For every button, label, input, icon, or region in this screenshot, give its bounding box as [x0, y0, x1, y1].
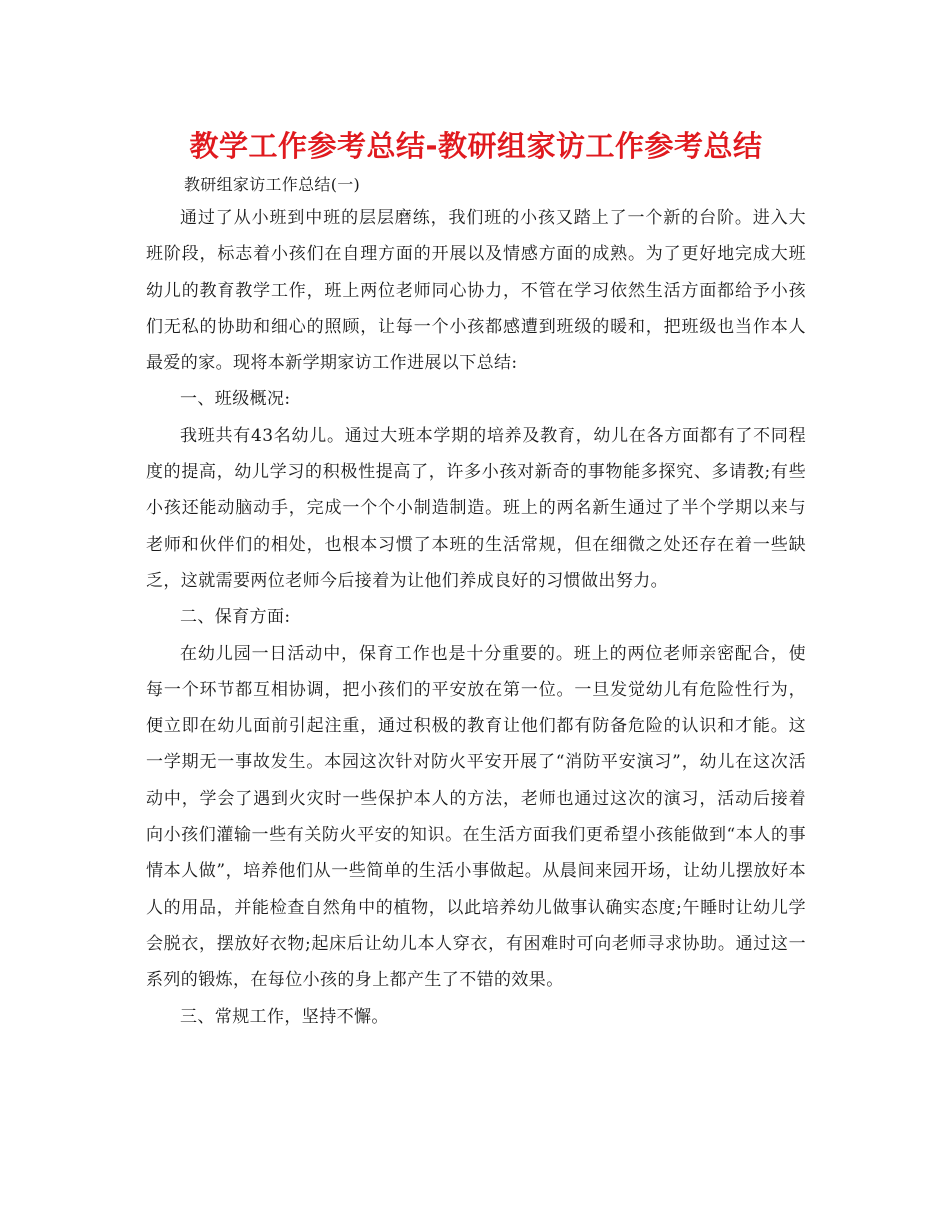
- document-subtitle: 教研组家访工作总结(一): [184, 175, 361, 194]
- paragraph-intro: 通过了从小班到中班的层层磨练，我们班的小孩又踏上了一个新的台阶。进入大班阶段，标志着小孩们在自理方面的开展以及情感方面的成熟。为了更好地完成大班幼儿的教育教学工作，班上两位老师同心协力，不管在学习依然生活方面都给予小孩们无私的协助和细心的照顾，让每一个小孩都感遭到班级的暖和，把班级也当作本人最爱的家。现将本新学期家访工作进展以下总结:: [146, 208, 806, 374]
- section-heading-childcare: 二、保育方面:: [180, 607, 291, 628]
- section-heading-routine-work: 三、常规工作，坚持不懈。: [180, 1006, 389, 1027]
- paragraph-class-overview: 我班共有43名幼儿。通过大班本学期的培养及教育，幼儿在各方面都有了不同程度的提高，幼儿学习的积极性提高了，许多小孩对新奇的事物能多探究、多请教;有些小孩还能动脑动手，完成一个个小制造制造。班上的两名新生通过了半个学期以来与老师和伙伴们的相处，也根本习惯了本班的生活常规，但在细微之处还存在着一些缺乏，这就需要两位老师今后接着为让他们养成良好的习惯做出努力。: [146, 425, 806, 591]
- document-page: [146, 0, 806, 1230]
- paragraph-childcare: 在幼儿园一日活动中，保育工作也是十分重要的。班上的两位老师亲密配合，使每一个环节都互相协调，把小孩们的平安放在第一位。一旦发觉幼儿有危险性行为，便立即在幼儿面前引起注重，通过积极的教育让他们都有防备危险的认识和才能。这一学期无一事故发生。本园这次针对防火平安开展了“消防平安演习”，幼儿在这次活动中，学会了遇到火灾时一些保护本人的方法，老师也通过这次的演习，活动后接着向小孩们灌输一些有关防火平安的知识。在生活方面我们更希望小孩能做到“本人的事情本人做”，培养他们从一些简单的生活小事做起。从晨间来园开场，让幼儿摆放好本人的用品，并能检查自然角中的植物，以此培养幼儿做事认确实态度;午睡时让幼儿学会脱衣，摆放好衣物;起床后让幼儿本人穿衣，有困难时可向老师寻求协助。通过这一系列的锻炼，在每位小孩的身上都产生了不错的效果。: [146, 643, 806, 991]
- document-body: [146, 170, 806, 1035]
- section-heading-class-overview: 一、班级概况:: [180, 389, 291, 410]
- document-title: 教学工作参考总结-教研组家访工作参考总结: [189, 129, 763, 163]
